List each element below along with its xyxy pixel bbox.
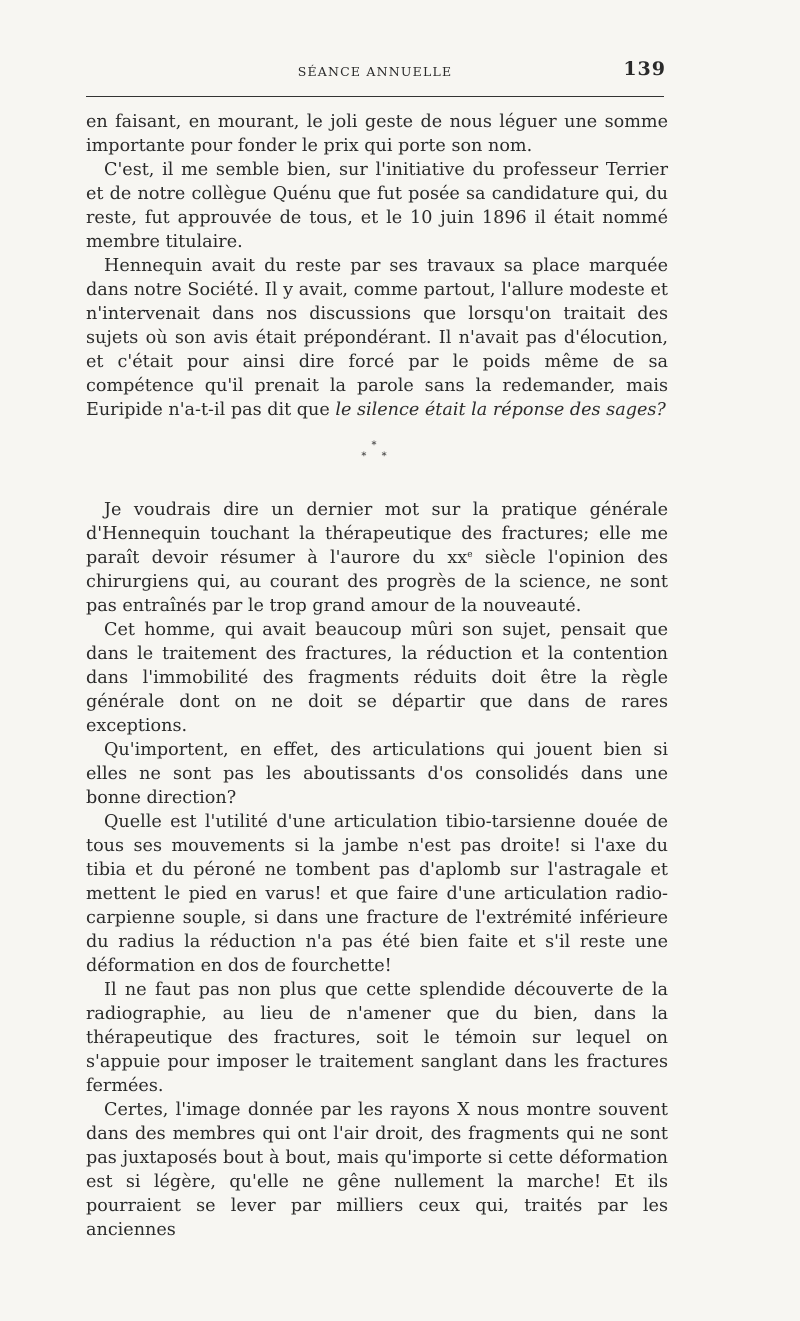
page-header <box>86 58 664 88</box>
paragraph: Il ne faut pas non plus que cette splendide découverte de la radiographie, au lieu de n'amener que du bien, dans la thérapeutique des fractures, soit le témoin sur lequel on s'appuie pour imposer le traitement sanglant dans les fractures fermées. <box>86 980 668 1096</box>
asterism-bottom: * * <box>361 451 393 462</box>
asterism-top: * <box>371 440 383 451</box>
paragraph: Certes, l'image donnée par les rayons X nous montre souvent dans des membres qui ont l'air droit, des fragments qui ne sont pas juxtaposés bout à bout, mais qu'importe si cette déformation est si légère, qu'elle ne gêne nullement la marche! Et ils pourraient se lever par milliers ceux qui, traités par les anciennes <box>86 1100 668 1240</box>
paragraph-text: Je voudrais dire un dernier mot sur la pratique générale d'Hennequin touchant la thérapeutique des fractures; elle me paraît devoir résumer à l'aurore du xx <box>86 500 668 568</box>
paragraph: Quelle est l'utilité d'une articulation tibio-tarsienne douée de tous ses mouvements si la jambe n'est pas droite! si l'axe du tibia et du péroné ne tombent pas d'aplomb sur l'astragale et mettent le pied en varus! et que faire d'une articulation radio-carpienne souple, si dans une fracture de l'extrémité inférieure du radius la réduction n'a pas été bien faite et s'il reste une déformation en dos de fourchette! <box>86 812 668 976</box>
italic-quote: le silence était la réponse des sages? <box>335 400 666 420</box>
paragraph: Cet homme, qui avait beaucoup mûri son sujet, pensait que dans le traitement des fractures, la réduction et la contention dans l'immobilité des fragments réduits doit être la règle générale dont on ne doit se départir que dans de rares exceptions. <box>86 620 668 736</box>
superscript: e <box>467 550 473 560</box>
body-text <box>86 110 668 1242</box>
page-number: 139 <box>623 58 666 80</box>
paragraph-text: Hennequin avait du reste par ses travaux sa place marquée dans notre Société. Il y avait, comme partout, l'allure modeste et n'intervenait dans nos discussions que lorsqu'on traitait des sujets où son avis était prépondérant. Il n'avait pas d'élocution, et c'était pour ainsi dire forcé par le poids même de sa compétence qu'il prenait la parole sans la redemander, mais Euripide n'a-t-il pas dit que <box>86 256 668 420</box>
paragraph-text: siècle l'opinion des chirurgiens qui, au courant des progrès de la science, ne sont pas entraînés par le trop grand amour de la nouveauté. <box>86 548 668 616</box>
paragraph: en faisant, en mourant, le joli geste de nous léguer une somme importante pour fonder le prix qui porte son nom. <box>86 112 668 156</box>
paragraph <box>86 498 668 618</box>
running-head: SÉANCE ANNUELLE <box>297 64 453 79</box>
paragraph <box>86 254 668 422</box>
paragraph: Qu'importent, en effet, des articulations qui jouent bien si elles ne sont pas les aboutissants d'os consolidés dans une bonne direction? <box>86 740 668 808</box>
paragraph: C'est, il me semble bien, sur l'initiative du professeur Terrier et de notre collègue Quénu que fut posée sa candidature qui, du reste, fut approuvée de tous, et le 10 juin 1896 il était nommé membre titulaire. <box>86 160 668 252</box>
header-rule <box>86 96 664 97</box>
section-separator <box>86 440 668 462</box>
